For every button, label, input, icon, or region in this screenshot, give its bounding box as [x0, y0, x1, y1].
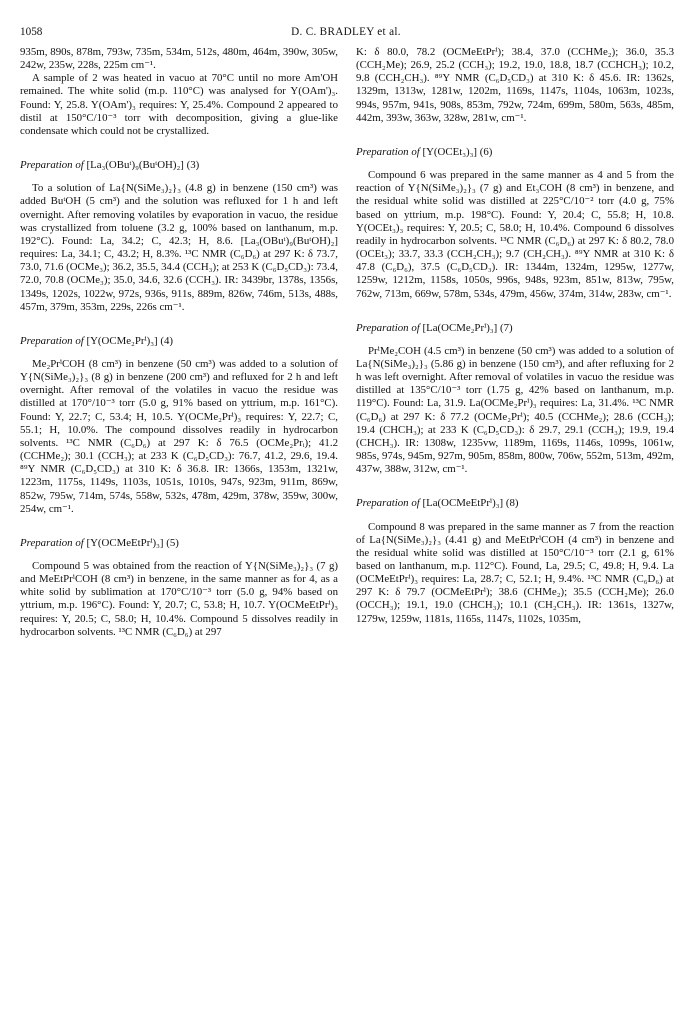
section-heading-compound-5: Preparation of [Y(OCMeEtPrⁱ)₃] (5) [20, 536, 179, 549]
paragraph-compound-8: Compound 8 was prepared in the same manner as 7 from the reaction of La{N(SiMe₃)₂}₃ (4.41 g) and MeEtPrⁱCOH (4 cm³) in benzene and the residual white solid was distilled at 150°C/10⁻³ torr (2.1 g, 61% based on lanthanum, m.p. 112°C). Found, La, 29.5; C, 49.8; H, 9.4. La (OCMeEtPrⁱ)₃ requires: La, 28.7; C, 52.1; H, 9.4%. ¹³C NMR (C₆D₆) at 297 K: δ 79.7 (OCMeEtPrⁱ); 38.6 (CHMe₂); 35.5 (CCH₂Me); 26.0 (OCCH₃); 19.1, 19.0 (CHCH₃); 10.1 (CH₂CH₃). IR: 1361s, 1327w, 1279w, 1259w, 1181s, 1165s, 1147s, 1102s, 1035m, [356, 520, 674, 625]
section-heading-compound-8: Preparation of [La(OCMeEtPrⁱ)₃] (8) [356, 497, 519, 510]
paragraph-compound-2-heating: A sample of 2 was heated in vacuo at 70°C until no more Am'OH remained. The white solid (m.p. 110°C) was analysed for Y(OAm')₃. Found: Y, 25.8. Y(OAm')₃ requires: Y, 25.4%. Compound 2 appeared to distil at 150°C/10⁻³ torr with decomposition, giving a glue-like condensate which could not be crystallized. [20, 72, 338, 137]
page-number: 1058 [20, 26, 43, 38]
page-header [20, 26, 672, 42]
paragraph-compound-6: Compound 6 was prepared in the same manner as 4 and 5 from the reaction of Y{N(SiMe₃)₂}₃ (7 g) and Et₃COH (8 cm³) in benzene, and the residual white solid was distilled at 225°C/10⁻² torr (4.0 g, 75% based on yttrium, m.p. 198°C). Found: Y, 20.4; C, 55.8; H, 10.8. Y(OCEt₃)₃ requires: Y, 20.5; C, 58.0; H, 10.4%. Compound 6 dissolves readily in hydrocarbon solvents. ¹³C NMR (C₆D₆) at 297 K: δ 80.2, 78.0 (OCEt₃); 33.7, 33.3 (CCH₂CH₃); 9.7 (CH₂CH₃). ⁸⁹Y NMR at 310 K: δ 47.8 (C₆D₆), 37.5 (C₆D₅CD₃). IR: 1344m, 1324m, 1295w, 1277w, 1259w, 1212m, 1158s, 1050s, 996s, 948s, 923m, 851w, 813w, 795w, 762w, 713m, 669w, 578m, 534s, 479m, 456w, 374m, 314w, 283w, cm⁻¹. [356, 169, 674, 300]
paragraph-compound-3: To a solution of La{N(SiMe₃)₂}₃ (4.8 g) in benzene (150 cm³) was added BuᵗOH (5 cm³) and the solution was refluxed for 1 h and left overnight. After removing volatiles by evaporation in vacuo, the residue was crystallized from toluene (3.2 g, 100% based on lanthanum, m.p. 192°C). Found: La, 34.2; C, 42.3; H, 8.6. [La₃(OBuᵗ)₉(BuᵗOH)₂] requires: La, 34.1; C, 43.2; H, 8.3%. ¹³C NMR (C₆D₆) at 297 K: δ 73.7, 73.0, 71.6 (OCMe₃); 36.2, 35.5, 34.4 (CCH₃); at 253 K (C₆D₅CD₃): 73.4, 72.0, 70.8 (OCMe₃); 35.0, 34.6, 32.6 (CCH₃). IR: 3439br, 1378s, 1356s, 1349s, 1202s, 1022w, 972s, 936s, 911s, 889m, 826w, 746m, 513s, 488s, 457m, 379m, 353m, 229s, 226s cm⁻¹. [20, 182, 338, 313]
paragraph-compound-5: Compound 5 was obtained from the reaction of Y{N(SiMe₃)₂}₃ (7 g) and MeEtPrⁱCOH (8 cm³) in benzene, in the same manner as for 4, as a white solid by sublimation at 170°C/10⁻³ torr (5.0 g, 94% based on yttrium, m.p. 196°C). Found: Y, 20.7; C, 53.8; H, 10.7. Y(OCMeEtPrⁱ)₃ requires: Y, 20.5; C, 58.0; H, 10.4%. Compound 5 dissolves readily in hydrocarbon solvents. ¹³C NMR (C₆D₆) at 297 [20, 560, 338, 638]
paragraph-ir-continuation: 935m, 890s, 878m, 793w, 735m, 534m, 512s, 480m, 464m, 390w, 305w, 242w, 235w, 228s, 225m cm⁻¹. [20, 46, 338, 72]
right-column [356, 46, 674, 626]
section-heading-compound-3: Preparation of [La₃(OBuᵗ)₉(BuᵗOH)₂] (3) [20, 159, 200, 172]
section-heading-compound-6: Preparation of [Y(OCEt₃)₃] (6) [356, 145, 493, 158]
left-column [20, 46, 338, 639]
section-heading-compound-4: Preparation of [Y(OCMe₂Prⁱ)₃] (4) [20, 334, 174, 347]
section-heading-compound-7: Preparation of [La(OCMe₂Prⁱ)₃] (7) [356, 321, 513, 334]
paragraph-compound-7: PrⁱMe₂COH (4.5 cm³) in benzene (50 cm³) was added to a solution of La{N(SiMe₃)₂}₃ (5.86 g) in benzene (150 cm³), and after refluxing for 2 h was left overnight. After removal of volatiles in vacuo the residue was distilled at 135°C/10⁻³ torr (1.75 g, 42% based on lanthanum, m.p. 119°C). Found: La, 31.9. La(OCMe₂Prⁱ)₃ requires: La, 31.4%. ¹³C NMR (C₆D₆) at 297 K: δ 77.2 (OCMe₂Prⁱ); 40.5 (CCHMe₂); 28.6 (CCH₃); 19.4 (CHCH₃); at 233 K (C₆D₅CD₃): δ 29.7, 29.1 (CCH₃); 19.9, 19.4 (CHCH₃). IR: 1308w, 1235vw, 1189m, 1169s, 1146s, 1099s, 1061w, 985s, 974s, 945m, 927m, 905m, 858m, 800w, 706w, 552m, 513m, 492m, 437w, 388w, 312w, cm⁻¹. [356, 344, 674, 476]
paragraph-compound-4: Me₂PrⁱCOH (8 cm³) in benzene (50 cm³) was added to a solution of Y{N(SiMe₃)₂}₃ (8 g) in benzene (200 cm³) and refluxed for 2 h and left overnight. After removal of the volatiles in vacuo the residue was distilled at 170°/10⁻³ torr (5.0 g, 91% based on yttrium, m.p. 161°C). Found: Y, 22.7; C, 53.4; H, 10.5. Y(OCMe₂Prⁱ)₃ requires: Y, 22.7; C, 55.1; H, 10.0%. The compound dissolves readily in hydrocarbon solvents. ¹³C NMR (C₆D₆) at 297 K: δ 76.5 (OCMe₂Prᵢ); 41.2 (CCHMe₂); 30.1 (CCH₃); at 233 K (C₆D₅CD₃): 76.7, 41.2, 29.6, 19.4. ⁸⁹Y NMR (C₆D₅CD₃) at 310 K: δ 36.8. IR: 1366s, 1353m, 1321w, 1223m, 1175s, 1149s, 1103s, 1051s, 1010s, 947s, 923m, 911m, 869w, 852w, 795w, 714m, 574s, 558w, 532s, 478m, 429m, 378w, 359w, 300w, 254w, cm⁻¹. [20, 357, 338, 515]
paragraph-compound-5-nmr: K: δ 80.0, 78.2 (OCMeEtPrⁱ); 38.4, 37.0 (CCHMe₂); 36.0, 35.3 (CCH₂Me); 26.9, 25.2 (CCH₃); 19.2, 19.0, 18.8, 18.7 (CCHCH₃); 10.2, 9.8 (CCH₂CH₃). ⁸⁹Y NMR (C₆D₅CD₃) at 310 K: δ 45.6. IR: 1362s, 1329m, 1313w, 1281w, 1202m, 1169s, 1147s, 1104s, 1063m, 1023s, 994s, 957m, 941s, 908s, 853m, 792w, 724m, 699m, 580m, 563s, 485m, 442m, 393w, 363w, 328w, 281w, cm⁻¹. [356, 46, 674, 124]
running-head: D. C. BRADLEY et al. [291, 26, 401, 38]
